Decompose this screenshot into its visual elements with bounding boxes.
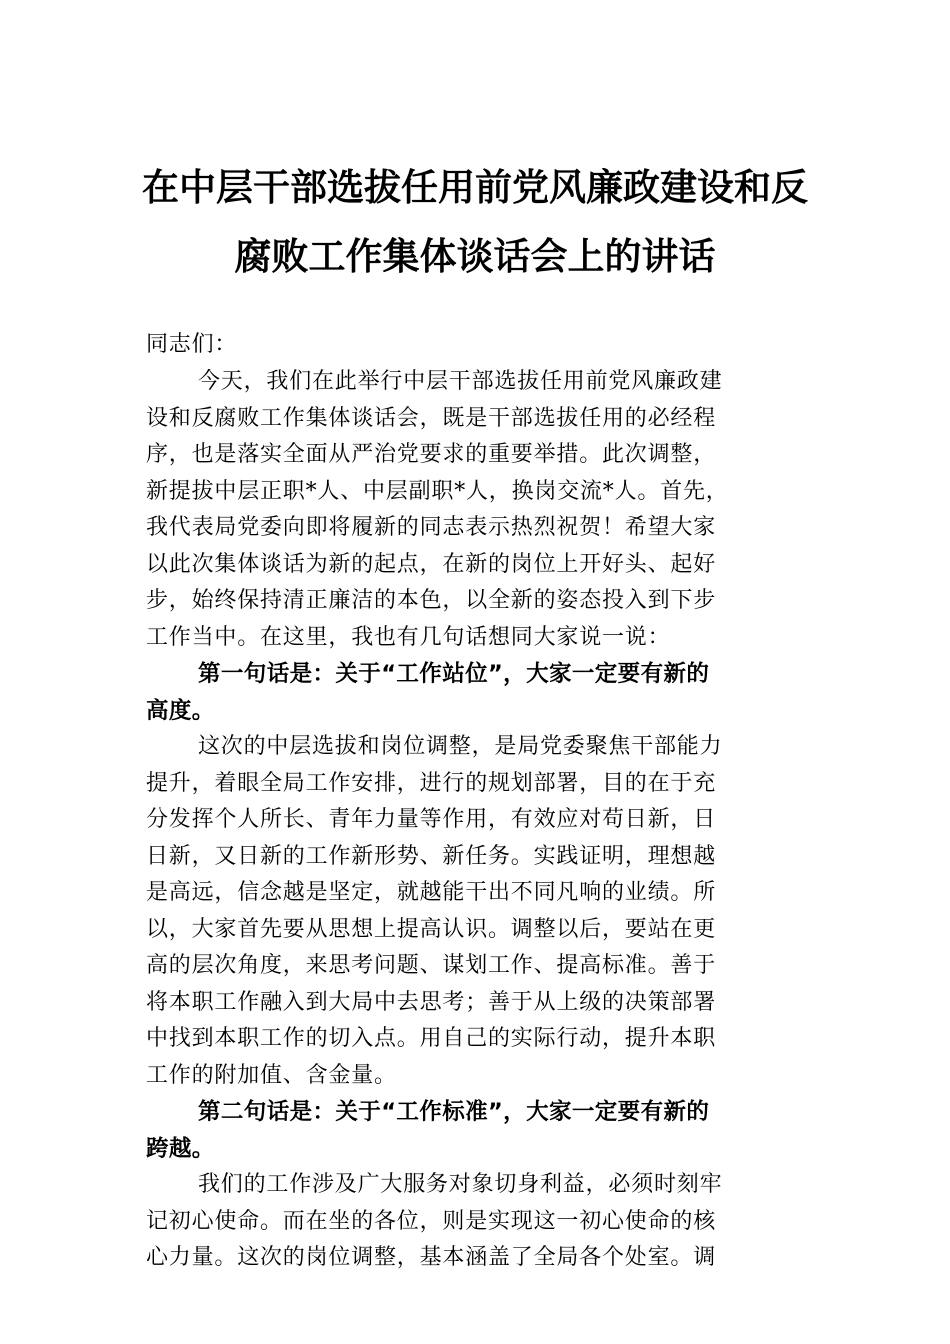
document-title-line-1: 在中层干部选拔任用前党风廉政建设和反 <box>142 165 808 209</box>
section-heading-1 <box>146 656 810 729</box>
paragraph-line: 分发挥个人所长、青年力量等作用，有效应对苟日新，日 <box>146 807 717 832</box>
paragraph-line: 今天，我们在此举行中层干部选拔任用前党风廉政建 <box>198 369 723 394</box>
paragraph-line: 提升，着眼全局工作安排，进行的规划部署，目的在于充 <box>146 770 717 796</box>
paragraph-line: 我代表局党委向即将履新的同志表示热烈祝贺！希望大家 <box>146 515 717 540</box>
paragraph-line: 以，大家首先要从思想上提高认识。调整以后，要站在更 <box>146 916 717 942</box>
paragraph-line: 将本职工作融入到大局中去思考；善于从上级的决策部署 <box>146 989 717 1015</box>
heading-line: 跨越。 <box>146 1135 215 1162</box>
paragraph-line: 以此次集体谈话为新的起点，在新的岗位上开好头、起好 <box>146 551 717 577</box>
paragraph-1 <box>146 364 810 656</box>
paragraph-line: 这次的中层选拔和岗位调整，是局党委聚焦干部能力 <box>198 734 723 759</box>
paragraph-line: 日新，又日新的工作新形势、新任务。实践证明，理想越 <box>146 843 717 869</box>
paragraph-line: 工作当中。在这里，我也有几句话想同大家说一说： <box>146 624 671 650</box>
document-title-line-2: 腐败工作集体谈话会上的讲话 <box>234 234 716 278</box>
heading-line: 第二句话是：关于“工作标准”，大家一定要有新的 <box>198 1099 710 1125</box>
paragraph-line: 步，始终保持清正廉洁的本色，以全新的姿态投入到下步 <box>146 588 717 613</box>
heading-line: 高度。 <box>146 697 215 724</box>
paragraph-line: 工作的附加值、含金量。 <box>146 1062 397 1088</box>
paragraph-3 <box>146 1167 810 1277</box>
paragraph-line: 我们的工作涉及广大服务对象切身利益，必须时刻牢 <box>198 1172 723 1197</box>
paragraph-line: 高的层次角度，来思考问题、谋划工作、提高标准。善于 <box>146 953 717 978</box>
paragraph-line: 设和反腐败工作集体谈话会，既是干部选拔任用的必经程 <box>146 405 717 431</box>
paragraph-line: 新提拔中层正职*人、中层副职*人，换岗交流*人。首先， <box>146 478 729 504</box>
section-heading-2 <box>146 1094 810 1167</box>
paragraph-2 <box>146 729 810 1094</box>
salutation-text: 同志们： <box>146 332 238 357</box>
heading-line: 第一句话是：关于“工作站位”，大家一定要有新的 <box>198 661 710 687</box>
paragraph-line: 记初心使命。而在坐的各位，则是实现这一初心使命的核 <box>146 1208 717 1234</box>
paragraph-line: 中找到本职工作的切入点。用自己的实际行动，提升本职 <box>146 1026 717 1051</box>
paragraph-line: 心力量。这次的岗位调整，基本涵盖了全局各个处室。调 <box>146 1245 717 1270</box>
paragraph-line: 是高远，信念越是坚定，就越能干出不同凡响的业绩。所 <box>146 880 717 905</box>
paragraph-line: 序，也是落实全面从严治党要求的重要举措。此次调整， <box>146 442 717 467</box>
salutation <box>146 327 810 364</box>
